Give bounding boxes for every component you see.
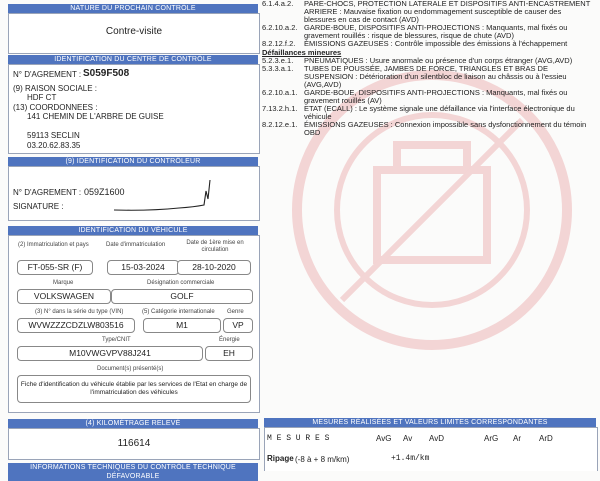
cnit-label: Type/CNIT	[102, 337, 131, 343]
defect-code: 5.3.3.a.1.	[262, 64, 294, 73]
first-date-label: Date de 1ère mise en circulation	[186, 240, 244, 253]
vin-value: WVWZZZCDZLW803516	[17, 318, 135, 333]
brand-label: Marque	[53, 280, 74, 286]
controller-agreement-value: 059Z1600	[84, 187, 125, 197]
energy-value: EH	[205, 346, 253, 361]
centre-coords-label: (13) COORDONNEES :	[13, 103, 98, 112]
next-visit-value: Contre-visite	[105, 26, 163, 37]
signature-icon	[109, 177, 219, 217]
controller-box	[8, 166, 260, 221]
defect-description: PNEUMATIQUES : Usure anormale ou présence d'un corps étranger (AVG,AVD)	[304, 56, 573, 65]
ripage-range: (-8 à + 8 m/km)	[295, 455, 350, 464]
vin-label: (3) N° dans la série du type (VIN)	[35, 309, 124, 315]
centre-company-label: (9) RAISON SOCIALE :	[13, 84, 98, 93]
brand-value: VOLKSWAGEN	[17, 289, 111, 304]
col-arg: ArG	[484, 434, 499, 443]
defect-item	[262, 89, 598, 105]
defect-item	[262, 40, 598, 48]
ripage-value: +1.4m/km	[391, 454, 430, 463]
measures-header: MESURES RÉALISÉES ET VALEURS LIMITES CORRESPONDANTES	[264, 418, 596, 427]
defects-top-list	[262, 0, 598, 48]
defect-description: ETAT (ECALL) : Le système signale une défaillance via l'interface électronique du véhicule	[304, 104, 575, 121]
defect-description: PARE-CHOCS, PROTECTION LATERALE ET DISPOSITIFS ANTI-ENCASTREMENT ARRIERE : Mauvaise fixation ou endommagement susceptible de causer des blessures en cas de contact (AVD)	[304, 0, 591, 24]
defects-minor-list	[262, 57, 598, 137]
controller-agreement-label: N° D'AGREMENT :	[13, 188, 82, 197]
col-ar: Ar	[513, 434, 521, 443]
centre-city: 59113 SECLIN	[27, 131, 80, 140]
reg-value: FT-055-SR (F)	[17, 260, 93, 275]
controller-signature-label: SIGNATURE :	[13, 202, 64, 211]
defect-code: 6.1.4.a.2.	[262, 0, 294, 8]
model-label: Désignation commerciale	[147, 280, 215, 286]
measures-box	[264, 427, 598, 471]
first-date-value: 28-10-2020	[177, 260, 251, 275]
mileage-value: 116614	[117, 438, 151, 449]
centre-box	[8, 64, 260, 154]
defect-item	[262, 105, 598, 121]
mileage-box	[8, 428, 260, 460]
centre-agreement-label: N° D'AGREMENT :	[13, 70, 82, 79]
date-reg-label: Date d'immatriculation	[106, 242, 166, 248]
col-avg: AvG	[376, 434, 392, 443]
defect-code: 8.2.12.e.1.	[262, 120, 298, 129]
next-visit-header: NATURE DU PROCHAIN CONTRÔLE	[8, 4, 258, 13]
defect-code: 7.13.2.h.1.	[262, 104, 298, 113]
date-reg-value: 15-03-2024	[107, 260, 179, 275]
energy-label: Énergie	[219, 337, 240, 343]
defect-description: TUBES DE POUSSÉE, JAMBES DE FORCE, TRIANGLES ET BRAS DE SUSPENSION : Détérioration d'un silentbloc de liaison au châssis ou à l'essieu (AVG,AVD)	[304, 64, 567, 89]
mileage-header: (4) KILOMÉTRAGE RELEVÉ	[8, 419, 258, 428]
docs-label: Document(s) présenté(s)	[97, 366, 164, 372]
defect-code: 5.2.3.e.1.	[262, 56, 294, 65]
genre-label: Genre	[227, 309, 244, 315]
genre-value: VP	[223, 318, 253, 333]
bottom-header: INFORMATIONS TECHNIQUES DU CONTRÔLE TECHNIQUE DÉFAVORABLE	[8, 463, 258, 481]
centre-header: IDENTIFICATION DU CENTRE DE CONTRÔLE	[8, 55, 258, 64]
defect-description: ÉMISSIONS GAZEUSES : Connexion impossible sans dysfonctionnement du témoin OBD	[304, 120, 587, 137]
defect-item	[262, 65, 598, 89]
category-label: (5) Catégorie internationale	[142, 309, 215, 315]
next-visit-box	[8, 13, 260, 54]
centre-phone: 03.20.62.83.35	[27, 141, 81, 150]
ripage-label: Ripage	[267, 454, 294, 463]
model-value: GOLF	[111, 289, 253, 304]
vehicle-header: IDENTIFICATION DU VÉHICULE	[8, 226, 258, 235]
defect-code: 8.2.12.f.2.	[262, 39, 296, 48]
col-ard: ArD	[539, 434, 553, 443]
centre-company-value: HDF CT	[27, 93, 57, 102]
minor-defects-title: Défaillances mineures	[262, 48, 342, 57]
defect-item	[262, 121, 598, 137]
centre-address: 141 CHEMIN DE L'ARBRE DE GUISE	[27, 112, 164, 121]
defect-description: ÉMISSIONS GAZEUSES : Contrôle impossible des émissions à l'échappement	[304, 39, 568, 48]
vehicle-box	[8, 235, 260, 413]
centre-agreement-value: S059F508	[83, 68, 130, 79]
defect-code: 6.2.10.a.2.	[262, 23, 298, 32]
defect-description: GARDE-BOUE, DISPOSITIFS ANTI-PROJECTIONS : Manquants, mal fixés ou gravement rouillés (AV)	[304, 88, 568, 105]
col-av: Av	[403, 434, 413, 443]
col-avd: AvD	[429, 434, 444, 443]
defects-panel	[262, 0, 598, 137]
measures-col-title: M E S U R E S	[267, 434, 330, 443]
docs-value: Fiche d'identification du véhicule établie par les services de l'Etat en charge de l'immatriculation des véhicules	[17, 375, 251, 403]
defect-item	[262, 24, 598, 40]
category-value: M1	[143, 318, 221, 333]
defect-code: 6.2.10.a.1.	[262, 88, 298, 97]
reg-label: (2) Immatriculation et pays	[18, 242, 89, 248]
cnit-value: M10VWGVPV88J241	[17, 346, 203, 361]
controller-header: (9) IDENTIFICATION DU CONTRÔLEUR	[8, 157, 258, 166]
defect-item	[262, 0, 598, 24]
defect-description: GARDE-BOUE, DISPOSITIFS ANTI-PROJECTIONS : Manquants, mal fixés ou gravement rouillés : risque de blessures, risque de chute (AVD)	[304, 23, 568, 40]
